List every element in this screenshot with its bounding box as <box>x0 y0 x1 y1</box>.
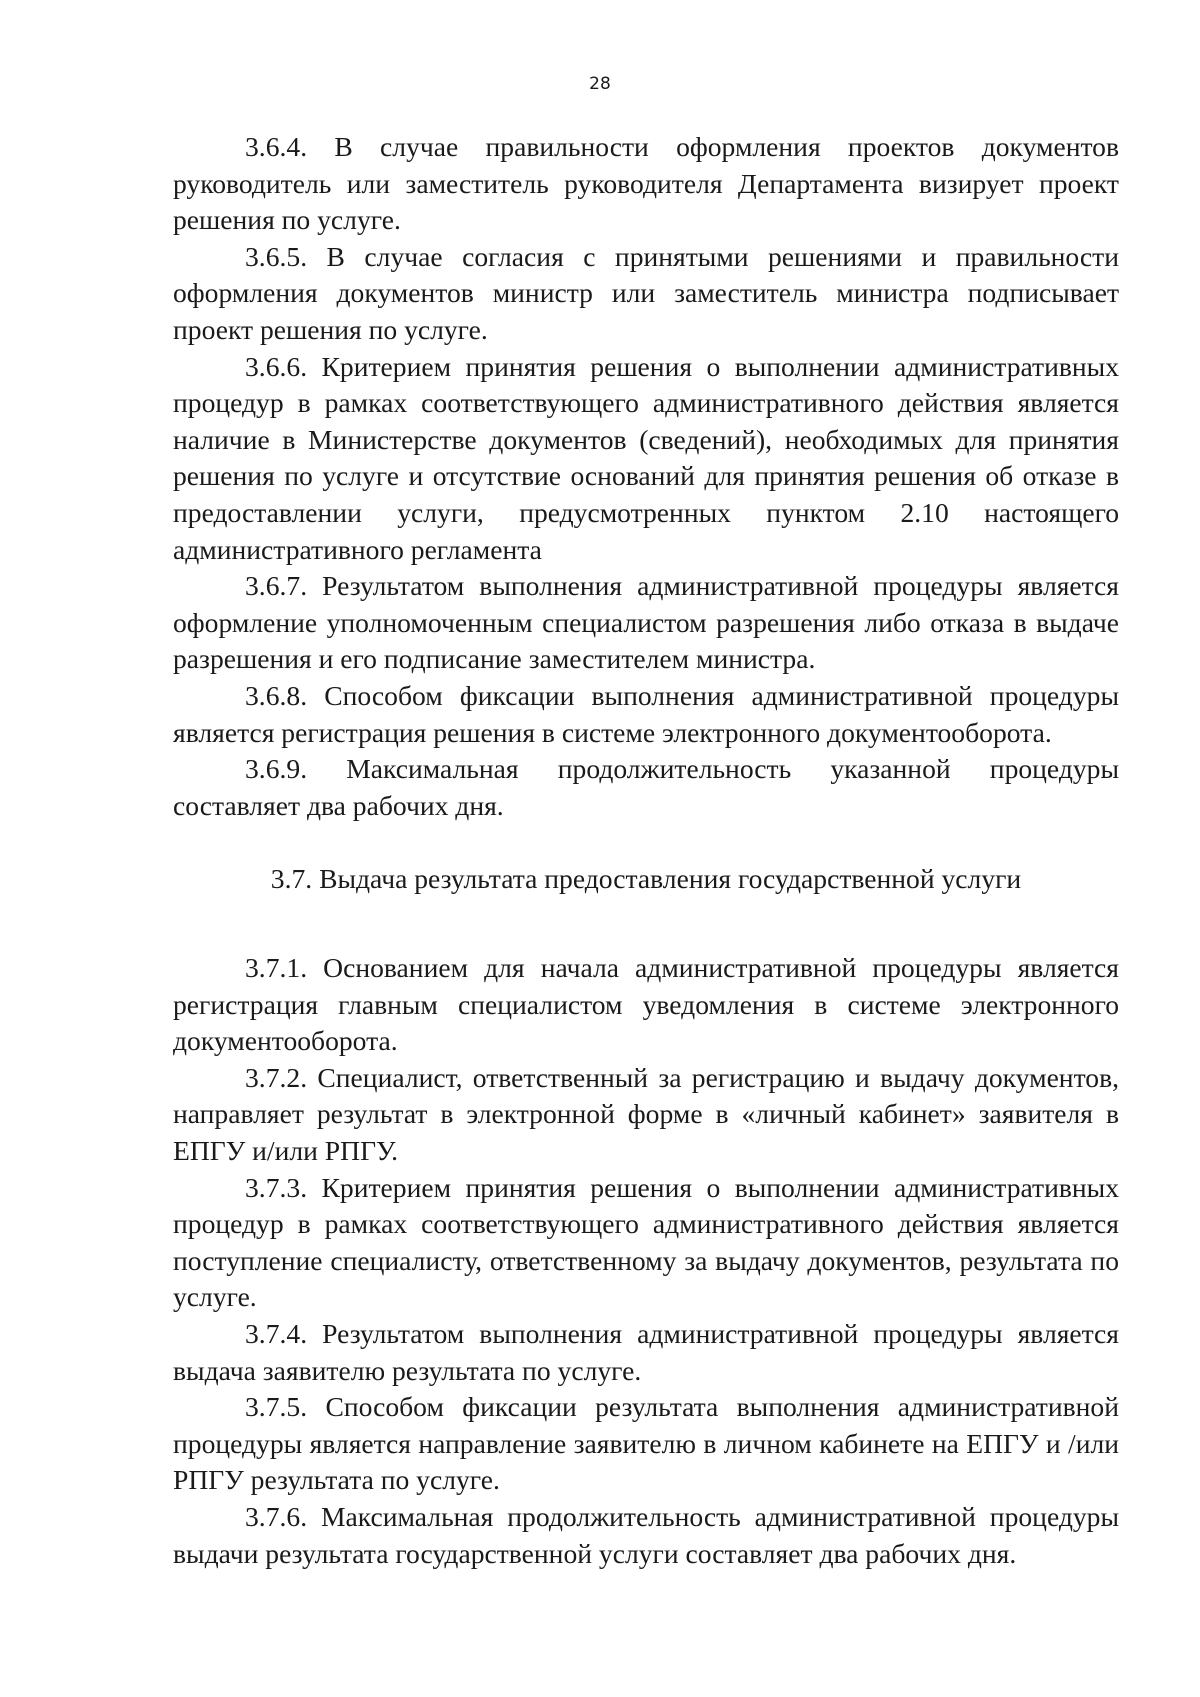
paragraph-3-7-6: 3.7.6. Максимальная продолжительность административной процедуры выдачи результата государственной услуги составляет два рабочих дня. <box>173 1500 1119 1569</box>
paragraph-3-6-4: 3.6.4. В случае правильности оформления проектов документов руководитель или заместитель руководителя Департамента визирует проект решения по услуге. <box>173 131 1119 236</box>
paragraph-3-7-1: 3.7.1. Основанием для начала административной процедуры является регистрация главным специалистом уведомления в системе электронного документооборота. <box>173 952 1119 1057</box>
paragraph-3-6-5: 3.6.5. В случае согласия с принятыми решениями и правильности оформления документов министр или заместитель министра подписывает проект решения по услуге. <box>173 240 1119 345</box>
section-heading-3-7: 3.7. Выдача результата предоставления государственной услуги <box>270 863 1022 894</box>
section-3-7-body <box>173 950 1119 1572</box>
paragraph-3-6-9: 3.6.9. Максимальная продолжительность указанной процедуры составляет два рабочих дня. <box>173 753 1119 821</box>
paragraph-3-7-5: 3.7.5. Способом фиксации результата выполнения административной процедуры является направление заявителю в личном кабинете на ЕПГУ и /или РПГУ результата по услуге. <box>173 1391 1119 1496</box>
paragraph-3-7-2: 3.7.2. Специалист, ответственный за регистрацию и выдачу документов, направляет результат в электронной форме в «личный кабинет» заявителя в ЕПГУ и/или РПГУ. <box>173 1061 1119 1166</box>
paragraph-3-7-3: 3.7.3. Критерием принятия решения о выполнении административных процедур в рамках соответствующего административного действия является поступление специалисту, ответственному за выдачу документов, результата по услуге. <box>173 1171 1119 1313</box>
paragraph-3-7-4: 3.7.4. Результатом выполнения административной процедуры является выдача заявителю результата по услуге. <box>173 1317 1119 1386</box>
section-3-6-continuation <box>173 129 1119 824</box>
page-number: 28 <box>589 74 611 94</box>
paragraph-3-6-6: 3.6.6. Критерием принятия решения о выполнении административных процедур в рамках соответствующего административного действия является наличие в Министерстве документов (сведений), необходимых для принятия решения по услуге и отсутствие оснований для принятия решения об отказе в предоставлении услуги, предусмотренных пунктом 2.10 настоящего административного регламента <box>173 350 1119 565</box>
paragraph-3-6-7: 3.6.7. Результатом выполнения административной процедуры является оформление уполномоченным специалистом разрешения либо отказа в выдаче разрешения и его подписание заместителем министра. <box>173 570 1119 675</box>
paragraph-3-6-8: 3.6.8. Способом фиксации выполнения административной процедуры является регистрация решения в системе электронного документооборота. <box>173 679 1119 748</box>
